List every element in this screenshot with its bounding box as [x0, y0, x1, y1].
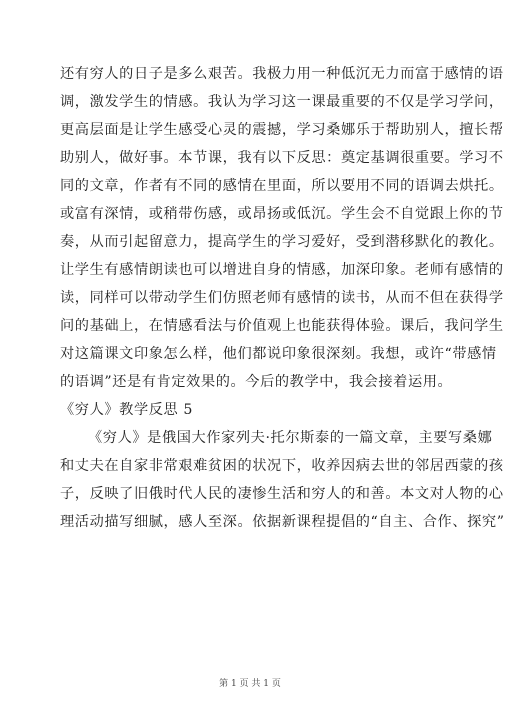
- text-line: 的语调”还是有肯定效果的。今后的教学中，我会接着运用。: [60, 374, 453, 390]
- text-line: 调，激发学生的情感。我认为学习这一课最重要的不仅是学习学问，: [60, 94, 504, 110]
- text-line: 同的文章，作者有不同的感情在里面，所以要用不同的语调去烘托。: [60, 178, 504, 194]
- text-line: 和丈夫在自家非常艰难贫困的状况下，收养因病去世的邻居西蒙的孩: [60, 458, 504, 474]
- paragraph-2: [60, 424, 505, 536]
- text-line: 《穷人》是俄国大作家列夫·托尔斯泰的一篇文章，主要写桑娜: [88, 430, 493, 446]
- page-footer: 第 1 页 共 1 页: [219, 679, 281, 689]
- text-line: 子，反映了旧俄时代人民的凄惨生活和穷人的和善。本文对人物的心: [60, 486, 504, 502]
- text-line: 让学生有感情朗读也可以增进自身的情感，加深印象。老师有感情的: [60, 262, 504, 278]
- text-line: 更高层面是让学生感受心灵的震撼，学习桑娜乐于帮助别人，擅长帮: [60, 122, 504, 138]
- text-line: 还有穷人的日子是多么艰苦。我极力用一种低沉无力而富于感情的语: [60, 66, 504, 82]
- text-line: 助别人，做好事。本节课，我有以下反思：奠定基调很重要。学习不: [60, 150, 504, 166]
- section-heading: 《穷人》教学反思 5: [60, 402, 194, 418]
- document-body: [60, 60, 505, 536]
- paragraph-1: [60, 60, 504, 396]
- text-line: 或富有深情，或稍带伤感，或昂扬或低沉。学生会不自觉跟上你的节: [60, 206, 504, 222]
- text-line: 奏，从而引起留意力，提高学生的学习爱好，受到潜移默化的教化。: [60, 234, 504, 250]
- text-line: 对这篇课文印象怎么样，他们都说印象很深刻。我想，或许“带感情: [60, 346, 497, 362]
- text-line: 理活动描写细腻，感人至深。依据新课程提倡的“自主、合作、探究”: [60, 514, 505, 530]
- text-line: 读，同样可以带动学生们仿照老师有感情的读书，从而不但在获得学: [60, 290, 504, 306]
- text-line: 问的基础上，在情感看法与价值观上也能获得体验。课后，我问学生: [60, 318, 504, 334]
